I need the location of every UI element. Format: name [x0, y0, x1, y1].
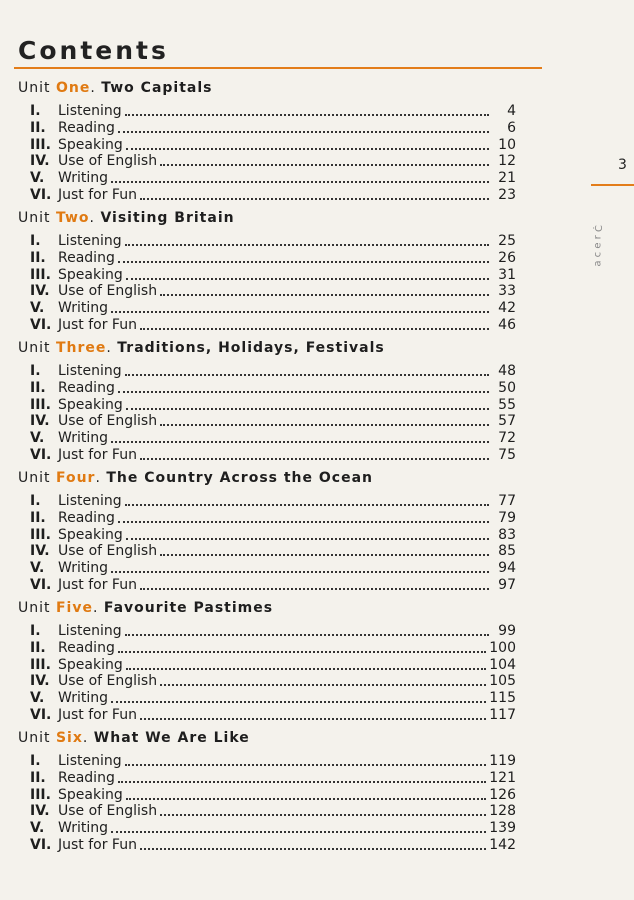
entry-page-number: 142	[489, 837, 516, 853]
entry-label: Writing	[58, 820, 108, 837]
entry-label: Reading	[58, 119, 115, 136]
entry-page-number: 83	[498, 526, 516, 543]
unit-number: One	[55, 80, 91, 96]
dot-leader	[111, 691, 486, 703]
entry-page-number: 85	[498, 543, 516, 560]
entry-page-number: 105	[489, 673, 516, 690]
entry-label: Listening	[58, 753, 122, 769]
entry-roman-numeral: V.	[30, 560, 45, 577]
entry-page-number: 31	[498, 266, 516, 283]
dot-leader	[160, 284, 489, 296]
entry-label: Listening	[58, 363, 122, 379]
dot-leader	[111, 431, 489, 443]
dot-leader	[126, 398, 489, 410]
entry-roman-numeral: IV.	[30, 283, 50, 300]
entry-label: Use of English	[58, 673, 158, 690]
dot-leader	[125, 234, 489, 246]
dot-leader	[140, 448, 489, 460]
entry-page-number: 77	[498, 493, 516, 509]
entry-page-number: 25	[498, 233, 516, 249]
toc-entry[interactable]	[30, 706, 516, 723]
dot-leader	[125, 364, 489, 376]
unit-heading: Unit Two. Visiting Britain	[18, 210, 235, 226]
unit-title: Two Capitals	[101, 80, 213, 96]
entry-page-number: 50	[498, 379, 516, 396]
dot-leader	[111, 301, 489, 313]
entry-page-number: 42	[498, 300, 516, 317]
dot-leader	[111, 171, 489, 183]
entry-label: Use of English	[58, 543, 158, 560]
entry-roman-numeral: I.	[30, 623, 41, 639]
entry-page-number: 57	[498, 413, 516, 430]
entry-roman-numeral: II.	[30, 379, 46, 396]
dot-leader	[111, 821, 486, 833]
entry-roman-numeral: I.	[30, 103, 41, 119]
toc-entry[interactable]	[30, 509, 516, 526]
entry-label: Use of English	[58, 153, 158, 170]
entry-page-number: 75	[498, 447, 516, 463]
unit-title: Traditions, Holidays, Festivals	[117, 340, 385, 356]
side-tab-text: Ɔ̣ ɹ ǝ ɔ ɐ	[592, 225, 603, 267]
dot-leader	[126, 658, 487, 670]
unit-heading: Unit One. Two Capitals	[18, 80, 213, 96]
toc-entry[interactable]	[30, 446, 516, 463]
entry-roman-numeral: III.	[30, 526, 51, 543]
unit-word: Unit	[18, 730, 51, 746]
toc-entry[interactable]	[30, 752, 516, 769]
dot-leader	[118, 641, 486, 653]
unit-title: Visiting Britain	[100, 210, 235, 226]
toc-entry[interactable]	[30, 266, 516, 283]
dot-leader	[140, 578, 489, 590]
toc-entry[interactable]	[30, 169, 516, 186]
toc-entry[interactable]	[30, 786, 516, 803]
entry-page-number: 99	[498, 623, 516, 639]
unit-number: Three	[55, 340, 107, 356]
entry-roman-numeral: III.	[30, 266, 51, 283]
toc-entry[interactable]	[30, 249, 516, 266]
entry-roman-numeral: VI.	[30, 837, 52, 853]
dot-leader	[126, 528, 489, 540]
entry-page-number: 12	[498, 153, 516, 170]
entry-page-number: 72	[498, 430, 516, 447]
toc-entry[interactable]	[30, 396, 516, 413]
unit-heading: Unit Three. Traditions, Holidays, Festivals	[18, 340, 385, 356]
unit-title: Favourite Pastimes	[103, 600, 274, 616]
toc-entry[interactable]	[30, 836, 516, 853]
dot-leader	[111, 561, 489, 573]
entry-label: Just for Fun	[58, 577, 137, 593]
dot-leader	[118, 381, 489, 393]
entry-roman-numeral: III.	[30, 786, 51, 803]
toc-entry[interactable]	[30, 362, 516, 379]
dot-leader	[160, 674, 486, 686]
dot-leader	[126, 138, 489, 150]
unit-number: Four	[55, 470, 96, 486]
unit-word: Unit	[18, 210, 51, 226]
dot-leader	[160, 544, 489, 556]
toc-entry[interactable]	[30, 802, 516, 819]
page-number-rule	[591, 184, 634, 186]
entry-roman-numeral: V.	[30, 170, 45, 187]
dot-leader	[160, 804, 486, 816]
unit-heading: Unit Five. Favourite Pastimes	[18, 600, 274, 616]
toc-entry[interactable]	[30, 576, 516, 593]
entry-roman-numeral: V.	[30, 690, 45, 707]
entry-page-number: 119	[489, 753, 516, 769]
dot-leader	[118, 121, 489, 133]
toc-entry[interactable]	[30, 819, 516, 836]
entry-label: Writing	[58, 300, 108, 317]
entry-label: Reading	[58, 249, 115, 266]
entry-page-number: 115	[489, 690, 516, 707]
entry-roman-numeral: III.	[30, 396, 51, 413]
entry-roman-numeral: IV.	[30, 673, 50, 690]
dot-leader	[160, 154, 489, 166]
entry-page-number: 139	[489, 820, 516, 837]
entry-page-number: 104	[489, 656, 516, 673]
dot-leader	[118, 251, 489, 263]
toc-entry[interactable]	[30, 152, 516, 169]
entry-roman-numeral: V.	[30, 820, 45, 837]
toc-entry[interactable]	[30, 769, 516, 786]
dot-leader	[140, 188, 489, 200]
dot-leader	[125, 494, 489, 506]
unit-heading: Unit Four. The Country Across the Ocean	[18, 470, 374, 486]
entry-roman-numeral: II.	[30, 639, 46, 656]
entry-label: Speaking	[58, 396, 123, 413]
entry-page-number: 100	[489, 639, 516, 656]
entry-page-number: 26	[498, 249, 516, 266]
dot-leader	[140, 318, 489, 330]
entry-roman-numeral: I.	[30, 363, 41, 379]
entry-page-number: 46	[498, 317, 516, 333]
page-title: Contents	[18, 36, 169, 65]
toc-entry[interactable]	[30, 316, 516, 333]
dot-leader	[140, 838, 486, 850]
dot-leader	[126, 268, 489, 280]
entry-roman-numeral: VI.	[30, 707, 52, 723]
entry-roman-numeral: II.	[30, 769, 46, 786]
dot-leader	[118, 771, 486, 783]
toc-entry[interactable]	[30, 559, 516, 576]
title-rule	[14, 67, 542, 69]
entry-roman-numeral: VI.	[30, 187, 52, 203]
dot-leader	[118, 511, 489, 523]
entry-roman-numeral: IV.	[30, 153, 50, 170]
toc-entry[interactable]	[30, 672, 516, 689]
entry-roman-numeral: I.	[30, 233, 41, 249]
dot-leader	[125, 104, 489, 116]
unit-word: Unit	[18, 600, 51, 616]
entry-page-number: 126	[489, 786, 516, 803]
entry-label: Speaking	[58, 266, 123, 283]
entry-label: Reading	[58, 509, 115, 526]
entry-roman-numeral: II.	[30, 249, 46, 266]
entry-label: Use of English	[58, 803, 158, 820]
entry-page-number: 128	[489, 803, 516, 820]
entry-roman-numeral: IV.	[30, 803, 50, 820]
entry-label: Reading	[58, 639, 115, 656]
entry-label: Writing	[58, 560, 108, 577]
dot-leader	[125, 624, 489, 636]
entry-roman-numeral: IV.	[30, 543, 50, 560]
entry-page-number: 121	[489, 769, 516, 786]
entry-page-number: 21	[498, 170, 516, 187]
entry-roman-numeral: II.	[30, 119, 46, 136]
toc-entry[interactable]	[30, 232, 516, 249]
entry-roman-numeral: VI.	[30, 317, 52, 333]
toc-entry[interactable]	[30, 622, 516, 639]
entry-label: Just for Fun	[58, 317, 137, 333]
entry-page-number: 55	[498, 396, 516, 413]
entry-page-number: 97	[498, 577, 516, 593]
toc-entry[interactable]	[30, 119, 516, 136]
entry-label: Speaking	[58, 136, 123, 153]
unit-number: Two	[55, 210, 90, 226]
toc-entry[interactable]	[30, 429, 516, 446]
entry-label: Use of English	[58, 413, 158, 430]
toc-entry[interactable]	[30, 689, 516, 706]
unit-title: What We Are Like	[93, 730, 250, 746]
entry-roman-numeral: II.	[30, 509, 46, 526]
unit-word: Unit	[18, 340, 51, 356]
entry-label: Speaking	[58, 526, 123, 543]
entry-label: Use of English	[58, 283, 158, 300]
entry-page-number: 23	[498, 187, 516, 203]
unit-heading: Unit Six. What We Are Like	[18, 730, 250, 746]
entry-label: Writing	[58, 430, 108, 447]
entry-label: Listening	[58, 623, 122, 639]
toc-entry[interactable]	[30, 639, 516, 656]
toc-entry[interactable]	[30, 412, 516, 429]
unit-number: Six	[55, 730, 83, 746]
entry-page-number: 117	[489, 707, 516, 723]
toc-entry[interactable]	[30, 299, 516, 316]
entry-roman-numeral: IV.	[30, 413, 50, 430]
entry-label: Reading	[58, 379, 115, 396]
entry-roman-numeral: VI.	[30, 577, 52, 593]
dot-leader	[160, 414, 489, 426]
entry-label: Just for Fun	[58, 447, 137, 463]
entry-label: Speaking	[58, 786, 123, 803]
entry-label: Listening	[58, 233, 122, 249]
entry-label: Just for Fun	[58, 187, 137, 203]
toc-entry[interactable]	[30, 282, 516, 299]
toc-entry[interactable]	[30, 186, 516, 203]
entry-page-number: 33	[498, 283, 516, 300]
toc-entry[interactable]	[30, 542, 516, 559]
unit-title: The Country Across the Ocean	[106, 470, 374, 486]
entry-label: Listening	[58, 493, 122, 509]
page-number: 3	[618, 157, 627, 173]
entry-roman-numeral: I.	[30, 493, 41, 509]
entry-roman-numeral: III.	[30, 136, 51, 153]
toc-entry[interactable]	[30, 656, 516, 673]
entry-page-number: 48	[498, 363, 516, 379]
toc-entry[interactable]	[30, 136, 516, 153]
unit-word: Unit	[18, 80, 51, 96]
entry-label: Just for Fun	[58, 707, 137, 723]
entry-roman-numeral: III.	[30, 656, 51, 673]
entry-page-number: 79	[498, 509, 516, 526]
entry-roman-numeral: VI.	[30, 447, 52, 463]
toc-entry[interactable]	[30, 102, 516, 119]
dot-leader	[140, 708, 486, 720]
dot-leader	[125, 754, 487, 766]
entry-page-number: 94	[498, 560, 516, 577]
unit-word: Unit	[18, 470, 51, 486]
dot-leader	[126, 788, 487, 800]
entry-label: Writing	[58, 170, 108, 187]
entry-page-number: 4	[507, 103, 516, 119]
entry-label: Writing	[58, 690, 108, 707]
entry-label: Speaking	[58, 656, 123, 673]
entry-roman-numeral: I.	[30, 753, 41, 769]
toc-entry[interactable]	[30, 492, 516, 509]
toc-entry[interactable]	[30, 379, 516, 396]
entry-page-number: 10	[498, 136, 516, 153]
entry-roman-numeral: V.	[30, 430, 45, 447]
entry-roman-numeral: V.	[30, 300, 45, 317]
entry-label: Listening	[58, 103, 122, 119]
toc-entry[interactable]	[30, 526, 516, 543]
entry-label: Just for Fun	[58, 837, 137, 853]
unit-number: Five	[55, 600, 93, 616]
entry-label: Reading	[58, 769, 115, 786]
entry-page-number: 6	[507, 119, 516, 136]
